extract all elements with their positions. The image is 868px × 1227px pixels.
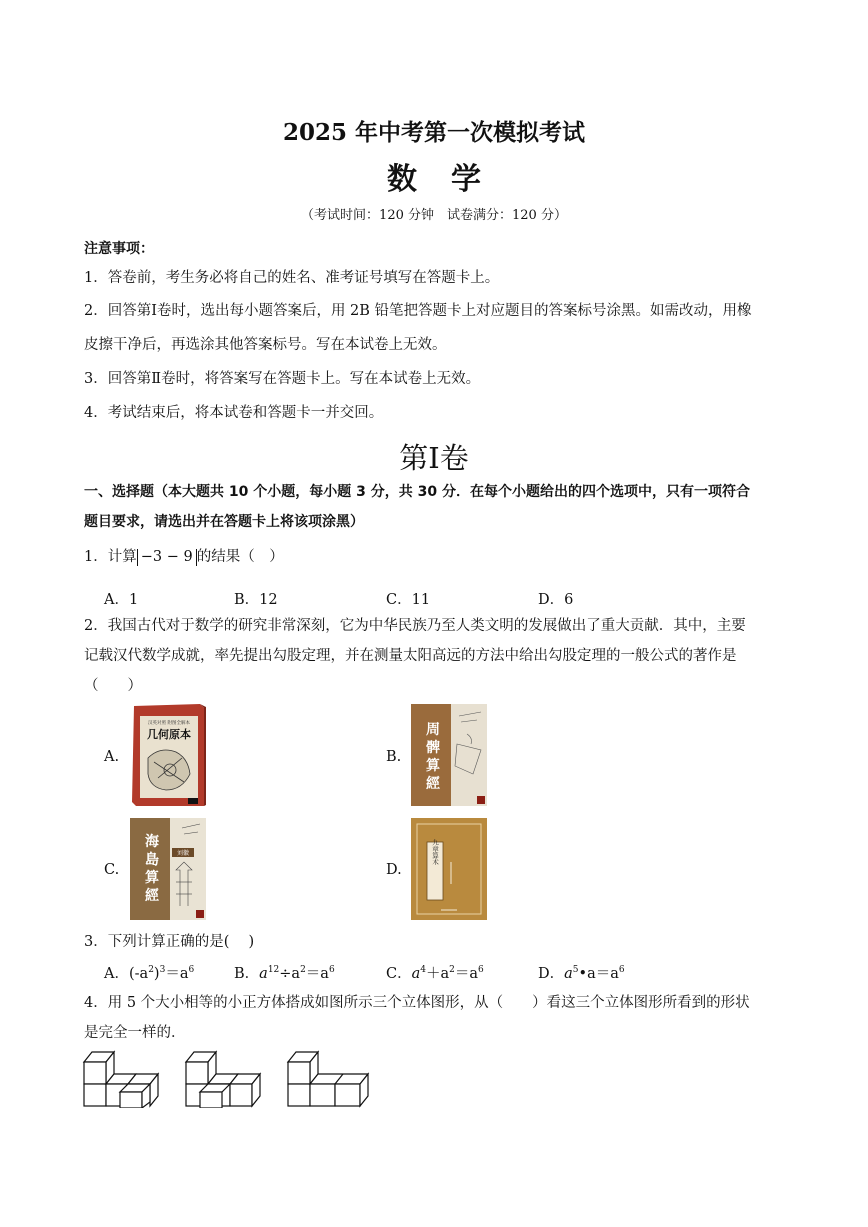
q3-c-base: a (411, 966, 421, 982)
q3-b-mid: ÷a (279, 966, 301, 982)
q3-d-base: a (564, 966, 573, 982)
q2-option-a-label[interactable]: A. (104, 749, 120, 765)
q3-a-exp: 3 (159, 965, 166, 975)
q3-option-d[interactable] (538, 962, 625, 983)
book-b-char: 髀 (426, 740, 440, 756)
exam-info: （考试时间：120 分钟 试卷满分：120 分） (301, 208, 567, 223)
book-jihe-yuanben-cover[interactable] (128, 702, 208, 808)
book-d-title: 九章算术 (431, 839, 439, 865)
q3-d-exp: 5 (572, 965, 579, 975)
question-2-line: 2．我国古代对于数学的研究非常深刻，它为中华民族乃至人类文明的发展做出了重大贡献．其中，主要 (84, 618, 746, 634)
book-a-top-text: 汉英对照 附图全解本 (148, 721, 190, 726)
q3-b-exp: 2 (300, 965, 306, 975)
cube-figure-2 (182, 1046, 262, 1108)
q3-c-mid: ＋a (426, 966, 450, 982)
notice-item: 1．答卷前，考生务必将自己的姓名、准考证号填写在答题卡上。 (84, 270, 500, 286)
q2-option-c-label[interactable]: C. (104, 862, 120, 878)
q1-option-c[interactable]: C．11 (386, 592, 431, 608)
q3-d-exp: 6 (618, 965, 625, 975)
cube-figure-1 (80, 1046, 160, 1108)
book-jiuzhang-suanshu-cover[interactable] (411, 818, 487, 920)
q3-b-eq: ＝a (305, 966, 329, 982)
q3-a-base: (-a (128, 966, 149, 982)
q3-c-exp: 6 (478, 965, 484, 975)
notice-item: 3．回答第Ⅱ卷时，将答案写在答题卡上。写在本试卷上无效。 (84, 371, 481, 387)
book-c-tag: 刘徽 (176, 850, 190, 857)
book-b-char: 算 (426, 758, 440, 774)
q3-b-exp: 6 (328, 965, 335, 975)
q2-option-b-label[interactable]: B. (386, 749, 402, 765)
section-instruction: 一、选择题（本大题共 10 个小题，每小题 3 分，共 30 分．在每个小题给出的四个选项中，只有一项符合 (84, 484, 750, 500)
notice-heading: 注意事项： (84, 241, 154, 257)
question-1-suffix: 的结果（ ） (196, 549, 284, 565)
book-b-seal (477, 796, 485, 804)
q1-option-a[interactable]: A．1 (104, 592, 139, 608)
book-haidao-suanjing-cover[interactable] (130, 818, 206, 920)
book-a-title: 几何原本 (147, 728, 191, 741)
question-2-line: 记载汉代数学成就，率先提出勾股定理，并在测量太阳高远的方法中给出勾股定理的一般公式的著作是 (84, 648, 737, 664)
q3-d-mid: •a＝a (578, 966, 619, 982)
book-c-char: 島 (145, 852, 159, 868)
section-instruction: 题目要求，请选出并在答题卡上将该项涂黑） (84, 514, 364, 530)
q3-c-exp: 2 (449, 965, 455, 975)
q3-c-exp: 4 (420, 965, 426, 975)
q3-option-c-label: C． (386, 966, 412, 982)
book-c-char: 海 (145, 834, 159, 850)
q3-a-exp: 2 (148, 965, 154, 975)
cube-figure-3 (284, 1046, 374, 1108)
q3-option-d-label: D． (538, 966, 565, 982)
q2-option-d-label[interactable]: D. (386, 862, 402, 878)
q3-option-c[interactable] (386, 962, 484, 983)
q3-option-b[interactable] (234, 962, 335, 983)
absolute-value-expression: −3 − 9 (137, 549, 197, 566)
exam-title: 2025 年中考第一次模拟考试 (282, 119, 586, 146)
q3-option-b-label: B． (234, 966, 260, 982)
q3-c-eq: ＝a (454, 966, 479, 982)
question-2-line: （ ） (84, 678, 142, 694)
question-4-line: 是完全一样的． (84, 1025, 186, 1041)
question-1-prefix: 1．计算 (84, 549, 137, 565)
book-zhoubi-suanjing-cover[interactable] (411, 704, 487, 806)
q3-option-a-label: A． (104, 966, 129, 982)
book-c-char: 經 (145, 888, 159, 904)
q3-a-eq: ＝a (165, 966, 189, 982)
question-1 (84, 547, 284, 567)
q1-option-b[interactable]: B．12 (234, 592, 278, 608)
q3-a-mid: ) (153, 966, 160, 982)
book-a-logo (188, 798, 198, 804)
book-c-seal (196, 910, 204, 918)
q3-b-base: a (259, 966, 268, 982)
notice-item: 2．回答第Ⅰ卷时，选出每小题答案后，用 2B 铅笔把答题卡上对应题目的答案标号涂黑。如需改动，用橡 (84, 303, 752, 319)
question-3-stem: 3．下列计算正确的是( ) (84, 934, 255, 950)
q3-option-a[interactable] (104, 962, 194, 983)
book-c-char: 算 (145, 870, 159, 886)
question-4-line: 4．用 5 个大小相等的小正方体搭成如图所示三个立体图形，从（ ）看这三个立体图形所看到的形状 (84, 995, 750, 1011)
book-b-char: 周 (426, 722, 440, 738)
notice-item: 皮擦干净后，再选涂其他答案标号。写在本试卷上无效。 (84, 337, 447, 353)
subject-title: 数学 (387, 162, 515, 197)
book-b-char: 經 (426, 776, 440, 792)
q1-option-d[interactable]: D．6 (538, 592, 574, 608)
volume-title: 第Ⅰ卷 (399, 441, 469, 475)
q3-a-exp: 6 (188, 965, 195, 975)
q3-b-exp: 12 (267, 965, 280, 975)
notice-item: 4．考试结束后，将本试卷和答题卡一并交回。 (84, 405, 384, 421)
